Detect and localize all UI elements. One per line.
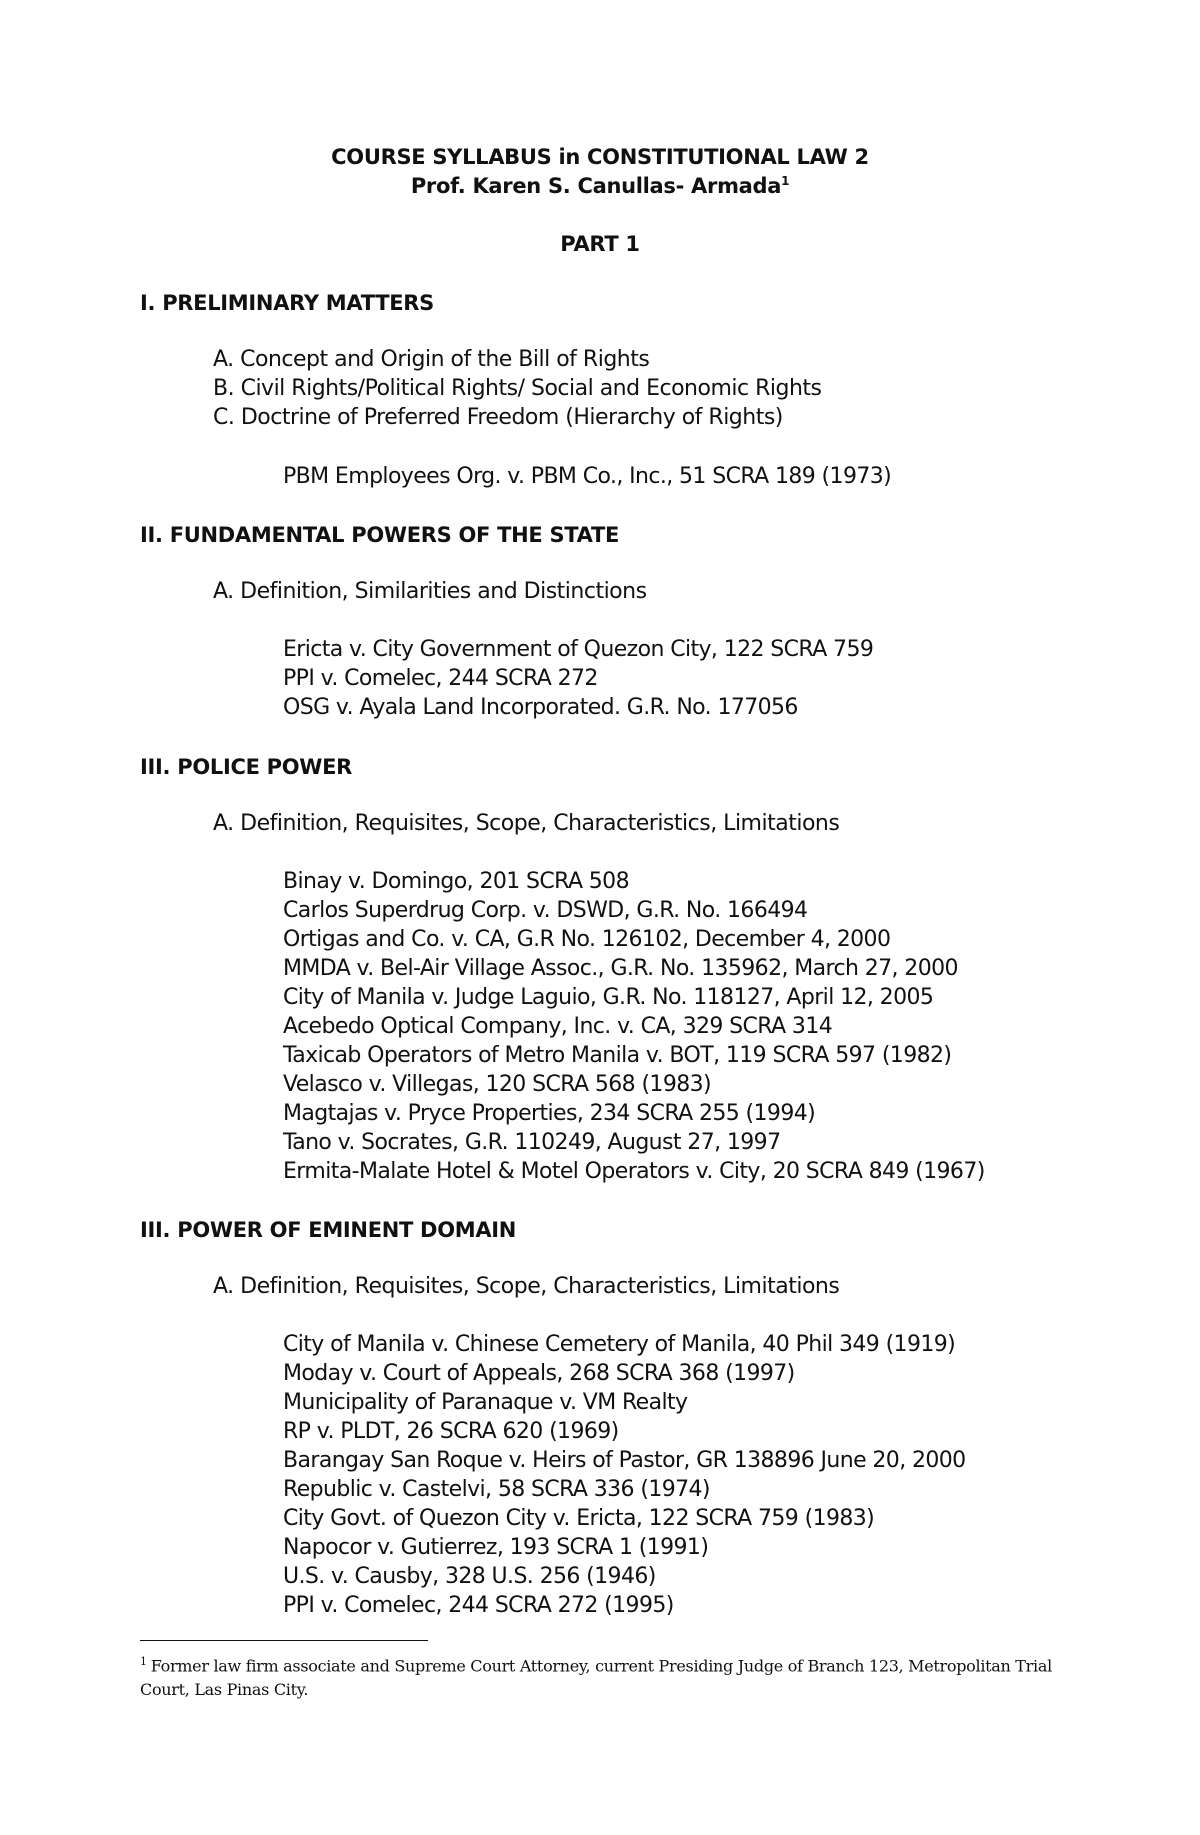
section-subheadings bbox=[213, 1272, 839, 1301]
footnote-text: Former law firm associate and Supreme Court Attorney, current Presiding Judge of Branch 123, Metropolitan Trial Court, Las Pinas City. bbox=[140, 1656, 1052, 1700]
section-subheadings bbox=[213, 345, 821, 432]
case-citation: PPI v. Comelec, 244 SCRA 272 (1995) bbox=[283, 1593, 674, 1618]
footnote bbox=[140, 1650, 1080, 1702]
case-citation: Napocor v. Gutierrez, 193 SCRA 1 (1991) bbox=[283, 1535, 709, 1560]
section-heading: III. POLICE POWER bbox=[140, 755, 353, 779]
subheading: A. Definition, Requisites, Scope, Characteristics, Limitations bbox=[213, 811, 840, 836]
footnote-separator bbox=[140, 1640, 428, 1641]
section-heading: II. FUNDAMENTAL POWERS OF THE STATE bbox=[140, 523, 620, 547]
case-citation: City of Manila v. Chinese Cemetery of Manila, 40 Phil 349 (1919) bbox=[283, 1332, 956, 1357]
case-list bbox=[283, 635, 873, 722]
case-citation: Moday v. Court of Appeals, 268 SCRA 368 (1997) bbox=[283, 1361, 795, 1386]
case-citation: Municipality of Paranaque v. VM Realty bbox=[283, 1390, 688, 1415]
case-citation: Tano v. Socrates, G.R. 110249, August 27, 1997 bbox=[283, 1130, 781, 1155]
footnote-reference: 1 bbox=[781, 174, 790, 188]
case-citation: Taxicab Operators of Metro Manila v. BOT, 119 SCRA 597 (1982) bbox=[283, 1043, 952, 1068]
subheading: A. Definition, Requisites, Scope, Characteristics, Limitations bbox=[213, 1274, 840, 1299]
case-citation: PPI v. Comelec, 244 SCRA 272 bbox=[283, 666, 598, 691]
subheading: A. Definition, Similarities and Distinctions bbox=[213, 579, 647, 604]
case-list bbox=[283, 462, 891, 491]
case-citation: PBM Employees Org. v. PBM Co., Inc., 51 SCRA 189 (1973) bbox=[283, 464, 892, 489]
case-citation: Ermita-Malate Hotel & Motel Operators v. City, 20 SCRA 849 (1967) bbox=[283, 1159, 985, 1184]
case-citation: Republic v. Castelvi, 58 SCRA 336 (1974) bbox=[283, 1477, 710, 1502]
case-list bbox=[283, 1330, 966, 1620]
case-citation: OSG v. Ayala Land Incorporated. G.R. No. 177056 bbox=[283, 695, 798, 720]
case-citation: Velasco v. Villegas, 120 SCRA 568 (1983) bbox=[283, 1072, 711, 1097]
case-citation: RP v. PLDT, 26 SCRA 620 (1969) bbox=[283, 1419, 619, 1444]
case-citation: U.S. v. Causby, 328 U.S. 256 (1946) bbox=[283, 1564, 656, 1589]
case-citation: Carlos Superdrug Corp. v. DSWD, G.R. No. 166494 bbox=[283, 898, 808, 923]
part-label: PART 1 bbox=[560, 232, 640, 256]
case-citation: City Govt. of Quezon City v. Ericta, 122 SCRA 759 (1983) bbox=[283, 1506, 875, 1531]
case-citation: Acebedo Optical Company, Inc. v. CA, 329 SCRA 314 bbox=[283, 1014, 833, 1039]
case-citation: Ericta v. City Government of Quezon City, 122 SCRA 759 bbox=[283, 637, 874, 662]
section-subheadings bbox=[213, 809, 839, 838]
section-subheadings bbox=[213, 577, 647, 606]
subheading: A. Concept and Origin of the Bill of Rights bbox=[213, 347, 650, 372]
section-heading: III. POWER OF EMINENT DOMAIN bbox=[140, 1218, 517, 1242]
case-list bbox=[283, 867, 985, 1186]
professor-name-text: Prof. Karen S. Canullas- Armada bbox=[410, 174, 782, 198]
section-heading: I. PRELIMINARY MATTERS bbox=[140, 291, 434, 315]
subheading: C. Doctrine of Preferred Freedom (Hierarchy of Rights) bbox=[213, 405, 783, 430]
subheading: B. Civil Rights/Political Rights/ Social and Economic Rights bbox=[213, 376, 822, 401]
case-citation: MMDA v. Bel-Air Village Assoc., G.R. No. 135962, March 27, 2000 bbox=[283, 956, 958, 981]
case-citation: Magtajas v. Pryce Properties, 234 SCRA 255 (1994) bbox=[283, 1101, 816, 1126]
document-title: COURSE SYLLABUS in CONSTITUTIONAL LAW 2 bbox=[331, 145, 869, 169]
case-citation: Binay v. Domingo, 201 SCRA 508 bbox=[283, 869, 629, 894]
footnote-mark: 1 bbox=[140, 1655, 147, 1668]
case-citation: Barangay San Roque v. Heirs of Pastor, GR 138896 June 20, 2000 bbox=[283, 1448, 966, 1473]
case-citation: City of Manila v. Judge Laguio, G.R. No. 118127, April 12, 2005 bbox=[283, 985, 934, 1010]
case-citation: Ortigas and Co. v. CA, G.R No. 126102, December 4, 2000 bbox=[283, 927, 891, 952]
professor-name bbox=[0, 174, 1200, 198]
